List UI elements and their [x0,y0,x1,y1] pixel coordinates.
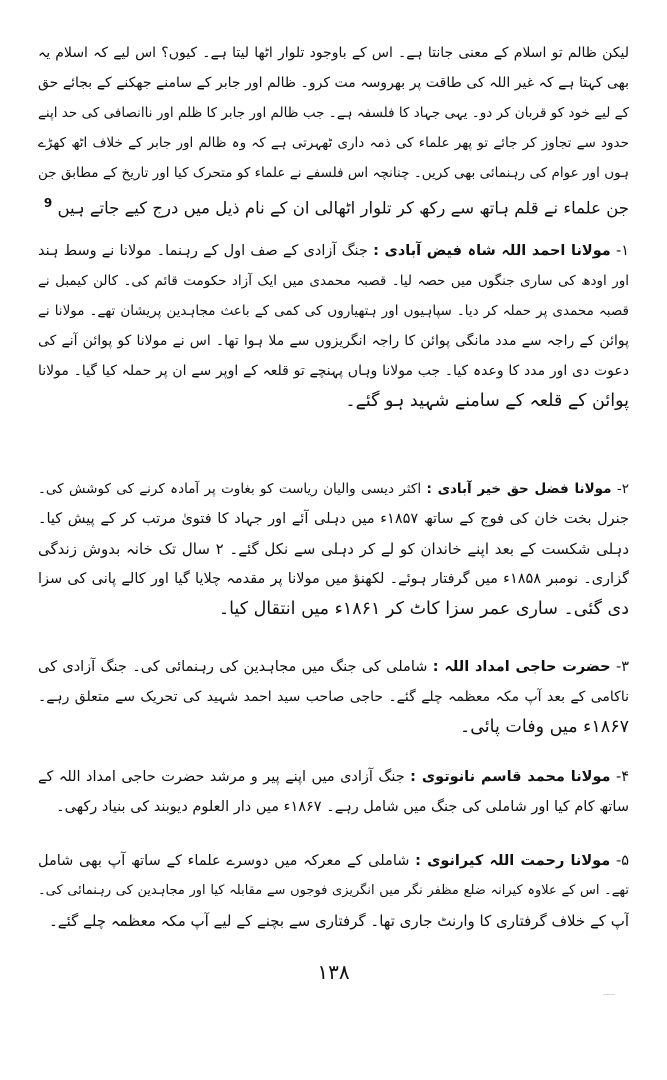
text-line: آپ کے خلاف گرفتاری کا وارنٹ جاری تھا۔ گرفتاری سے بچنے کے لیے آپ مکہ معظمہ چلے گئے۔ [49,912,629,930]
text-line: کے لیے خود کو قربان کر دو۔ یہی جہاد کا فلسفہ ہے۔ جب ظالم اور جابر کا ظلم اور ناانصافی کی حد اپنے [38,105,629,121]
text-line: تھے۔ اس کے علاوہ کیرانہ ضلع مظفر نگر میں انگریزی فوجوں سے مقابلہ کیا اور مجاہدین کی رہنمائی کی۔ [38,883,629,898]
text-line: گزاری۔ نومبر ۱۸۵۸ء میں گرفتار ہوئے۔ لکھنؤ میں مولانا پر مقدمہ چلایا گیا اور کالے پانی کی سزا [38,571,629,587]
text-line: دہلی شکست کے بعد اپنے خاندان کو لے کر دہلی سے نکل گئے۔ ۲ سال تک خانہ بدوش زندگی [38,540,629,558]
item-number: ۴ [621,769,629,785]
text-line: اور اودھ کی ساری جنگوں میں حصہ لیا۔ قصبہ محمدی میں ایک آزاد حکومت قائم کی۔ کالن کیمبل نے [38,273,629,289]
item-number: ۳ [621,659,629,675]
text-line: بھی کہتا ہے کہ غیر اللہ کی طاقت پر بھروسہ مت کرو۔ ظالم اور جابر کے سامنے جھکنے کے بجائے حق [38,75,629,91]
item-title: مولانا فضل حق خیر آبادی : [426,481,612,497]
text-line: پوائن کے قلعہ کے سامنے شہید ہو گئے۔ [345,391,629,411]
item-number: ۱ [621,243,629,259]
text-line: قصبہ محمدی پر حملہ کر دیا۔ سپاہیوں اور ہتھیاروں کی کمی کے باعث مجاہدین پریشان تھے۔ مولانا نے [38,303,629,319]
item-title: مولانا محمد قاسم نانوتوی : [410,769,611,785]
item-text: جنگ آزادی میں اپنے پیر و مرشد حضرت حاجی امداد اللہ کے [38,769,405,785]
text-line: دی گئی۔ ساری عمر سزا کاٹ کر ۱۸۶۱ء میں انتقال کیا۔ [218,599,629,619]
intro-paragraph [38,38,629,218]
scan-dust-mark [603,994,615,995]
text-line: ناکامی کے بعد آپ مکہ معظمہ چلے گئے۔ حاجی صاحب سید احمد شہید کی تحریک سے متعلق رہے۔ [38,689,629,705]
text-line: ۴- مولانا محمد قاسم نانوتوی : جنگ آزادی میں اپنے پیر و مرشد حضرت حاجی امداد اللہ کے [38,769,629,785]
text-line: جنرل بخت خان کی فوج کے ساتھ ۱۸۵۷ء میں دہلی آئے اور جہاد کا فتویٰ مرتب کر کے پیش کیا۔ [38,511,629,527]
text-line: پوائن کے راجہ سے مدد مانگی پوائن کا راجہ انگریزوں سے ملا ہوا تھا۔ اس نے مولانا کو پوائن آنے کی [38,333,629,349]
page-number: ۱۳۸ [317,960,350,984]
item-text: اکثر دیسی والیان ریاست کو بغاوت پر آمادہ کرنے کی کوشش کی۔ [38,481,422,497]
text-line: ۲- مولانا فضل حق خیر آبادی : اکثر دیسی والیان ریاست کو بغاوت پر آمادہ کرنے کی کوشش کی۔ [38,481,629,497]
text-line: دعوت دی اور مدد کا وعدہ کیا۔ جب مولانا وہاں پہنچے تو قلعہ کے اوپر سے ان پر حملہ کیا گیا۔ مولانا [38,363,629,379]
item-title: مولانا رحمت اللہ کیرانوی : [415,853,611,869]
item-3 [38,652,629,742]
text-line: حدود سے تجاوز کر جائے تو پھر علماء کی ذمہ داری ٹھہرتی ہے کہ وہ ظالم اور جابر کے خلاف اٹھ کھڑے [38,135,629,151]
item-text: جنگ آزادی کے صف اول کے رہنما۔ مولانا نے وسط ہند [38,243,368,259]
text-line: ۵- مولانا رحمت اللہ کیرانوی : شاملی کے معرکہ میں دوسرے علماء کے ساتھ آپ بھی شامل [38,853,629,869]
item-5 [38,846,629,936]
text-line [38,188,629,218]
text-line: لیکن ظالم تو اسلام کے معنی جانتا ہے۔ اس کے باوجود تلوار اٹھا لیتا ہے۔ کیوں؟ اس لیے کہ اسلام یہ [38,45,629,61]
text-line: ۳- حضرت حاجی امداد اللہ : شاملی کی جنگ میں مجاہدین کی رہنمائی کی۔ جنگ آزادی کی [38,659,629,675]
text-line-content: جن علماء نے قلم ہاتھ سے رکھ کر تلوار اٹھالی ان کے نام ذیل میں درج کیے جاتے ہیں [57,198,629,218]
item-text: شاملی کی جنگ میں مجاہدین کی رہنمائی کی۔ جنگ آزادی کی [38,659,428,675]
item-1 [38,236,629,416]
item-number: ۲ [621,481,629,497]
item-number: ۵ [621,853,629,869]
item-text: شاملی کے معرکہ میں دوسرے علماء کے ساتھ آپ بھی شامل [38,853,410,869]
footnote-marker: 9 [43,196,53,210]
text-line: ہوں اور عوام کی رہنمائی بھی کریں۔ چنانچہ اس فلسفے نے علماء کو متحرک کیا اور تاریخ کے مطابق جن [38,165,629,181]
text-line: ۱- مولانا احمد اللہ شاہ فیض آبادی : جنگ آزادی کے صف اول کے رہنما۔ مولانا نے وسط ہند [38,243,629,259]
item-2 [38,474,629,624]
item-4 [38,762,629,822]
item-title: حضرت حاجی امداد اللہ : [432,659,611,675]
item-title: مولانا احمد اللہ شاہ فیض آبادی : [373,243,611,259]
text-line: ۱۸۶۷ء میں وفات پائی۔ [459,717,629,737]
text-line: ساتھ کام کیا اور شاملی کی جنگ میں شامل رہے۔ ۱۸۶۷ء میں دار العلوم دیوبند کی بنیاد رکھی۔ [56,799,629,815]
